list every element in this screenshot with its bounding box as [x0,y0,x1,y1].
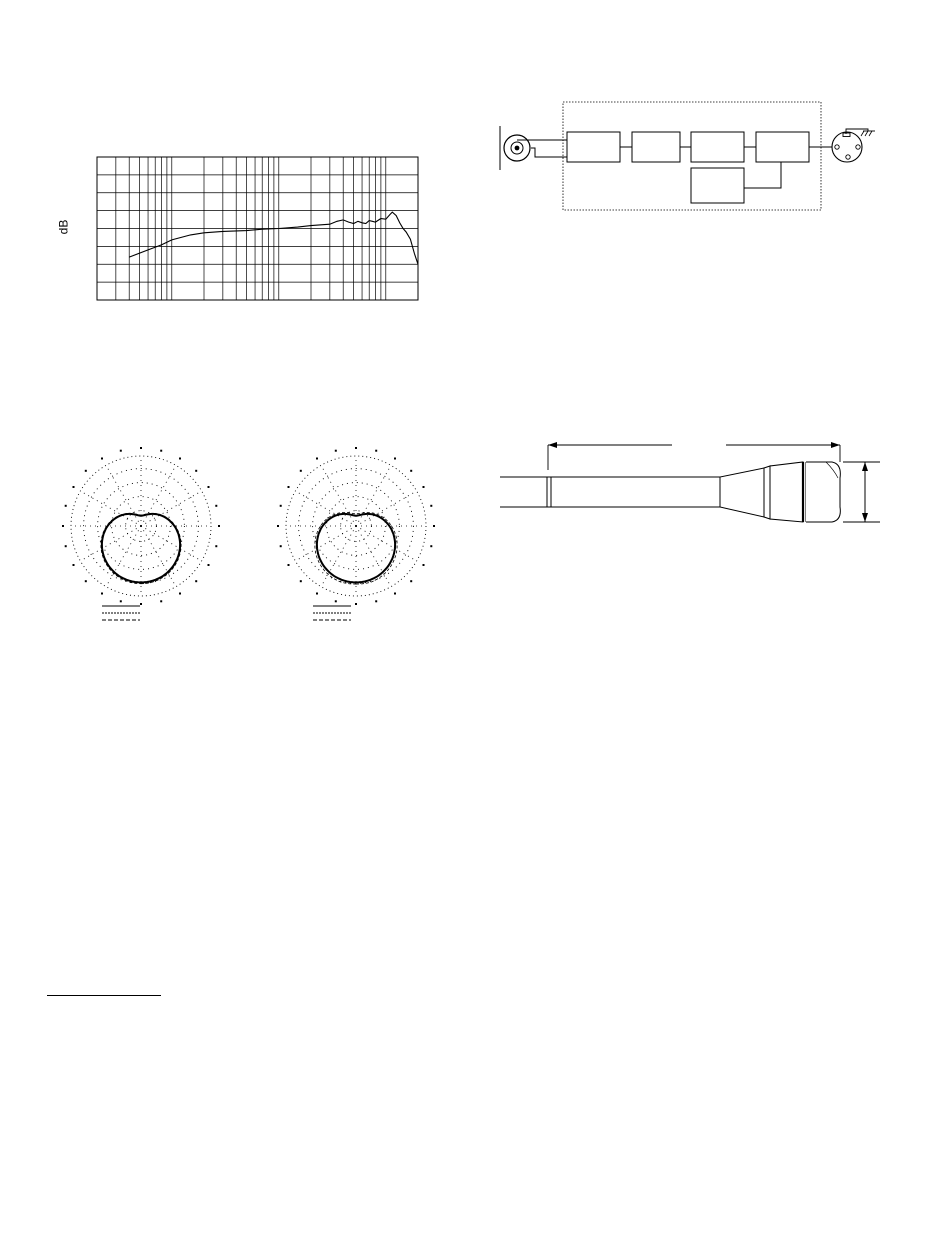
microphone-handle [547,477,720,507]
diameter-dimension [843,462,880,522]
microphone-grille [803,462,840,522]
microphone-taper [720,462,803,522]
frequency-response-ylabel: dB [56,219,71,235]
footnote-rule [47,995,161,996]
